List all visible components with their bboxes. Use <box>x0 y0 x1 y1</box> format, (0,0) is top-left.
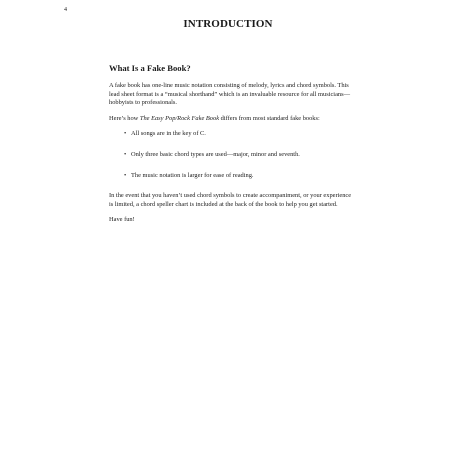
page-number: 4 <box>64 7 67 13</box>
bullet-icon: • <box>124 171 127 179</box>
list-item <box>124 172 354 181</box>
bullet-icon: • <box>124 150 127 158</box>
list-item <box>124 151 354 160</box>
list-item-text: The music notation is larger for ease of reading. <box>131 171 254 179</box>
differences-paragraph <box>109 115 354 124</box>
list-item-text: Only three basic chord types are used—major, minor and seventh. <box>131 150 300 158</box>
bullet-icon: • <box>124 130 127 138</box>
differences-list <box>109 130 354 180</box>
intro-paragraph: A fake book has one-line music notation consisting of melody, lyrics and chord symbols. This lead sheet format is a “musical shorthand” which is an invaluable resource for all musicians—hobbyists to professionals. <box>109 82 350 107</box>
page-title: INTRODUCTION <box>183 18 273 30</box>
book-title: The Easy Pop/Rock Fake Book <box>139 114 220 122</box>
chord-speller-paragraph: In the event that you haven’t used chord symbols to create accompaniment, or your experience is limited, a chord speller chart is included at the back of the book to help you get started. <box>109 192 352 208</box>
article-body <box>109 63 354 232</box>
closing-line: Have fun! <box>109 216 135 224</box>
list-item-text: All songs are in the key of C. <box>131 130 206 138</box>
list-item <box>124 130 354 139</box>
differences-prefix: Here’s how <box>109 114 140 122</box>
differences-suffix: differs from most standard fake books: <box>219 114 320 122</box>
section-heading: What Is a Fake Book? <box>109 63 191 73</box>
